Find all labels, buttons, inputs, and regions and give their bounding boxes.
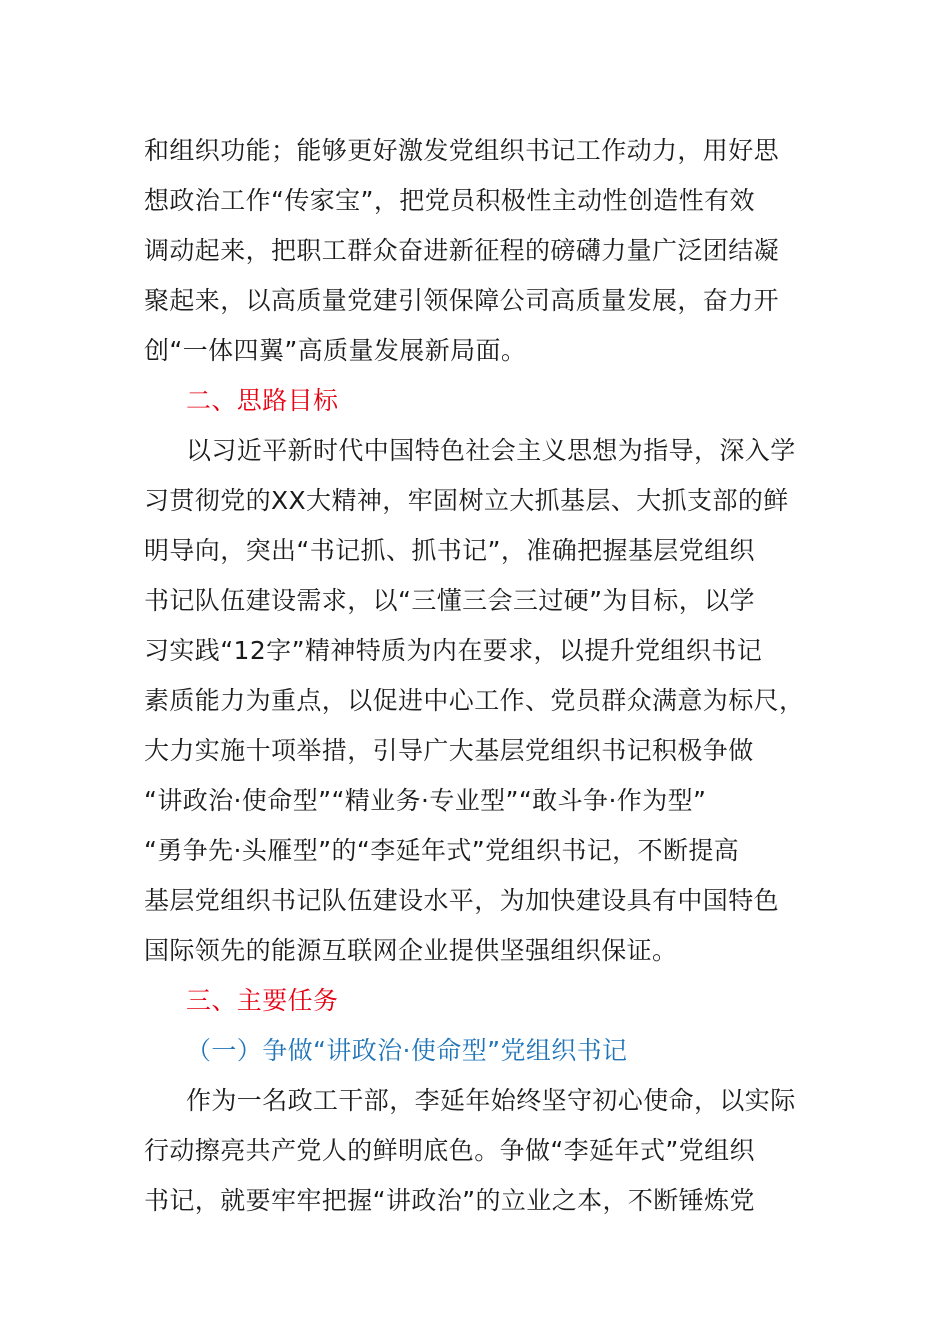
text-line: 书记，就要牢牢把握“讲政治”的立业之本，不断锤炼党 bbox=[144, 1186, 755, 1215]
text-line: 和组织功能；能够更好激发党组织书记工作动力，用好思 bbox=[144, 136, 780, 165]
document-body bbox=[144, 126, 808, 1226]
text-line: 创“一体四翼”高质量发展新局面。 bbox=[144, 336, 527, 365]
text-line: 国际领先的能源互联网企业提供坚强组织保证。 bbox=[144, 936, 678, 965]
text-line: 大力实施十项举措，引导广大基层党组织书记积极争做 bbox=[144, 736, 754, 765]
text-line: 调动起来，把职工群众奋进新征程的磅礴力量广泛团结凝 bbox=[144, 236, 780, 265]
text-line: 作为一名政工干部，李延年始终坚守初心使命，以实际 bbox=[186, 1086, 796, 1115]
paragraph-task-1 bbox=[144, 1076, 808, 1226]
text-line: 以习近平新时代中国特色社会主义思想为指导，深入学 bbox=[186, 436, 796, 465]
text-line: 行动擦亮共产党人的鲜明底色。争做“李延年式”党组织 bbox=[144, 1136, 755, 1165]
text-line: 聚起来，以高质量党建引领保障公司高质量发展，奋力开 bbox=[144, 286, 780, 315]
text-line: 素质能力为重点，以促进中心工作、党员群众满意为标尺， bbox=[144, 686, 805, 715]
text-line: 习贯彻党的XX大精神，牢固树立大抓基层、大抓支部的鲜 bbox=[144, 486, 789, 515]
section-heading-goals: 二、思路目标 bbox=[186, 386, 339, 415]
text-line: 书记队伍建设需求，以“三懂三会三过硬”为目标，以学 bbox=[144, 586, 755, 615]
paragraph-intro bbox=[144, 126, 808, 376]
subsection-heading-task-1: （一）争做“讲政治·使命型”党组织书记 bbox=[186, 1036, 628, 1065]
text-line: “讲政治·使命型”“精业务·专业型”“敢斗争·作为型” bbox=[144, 786, 707, 815]
text-line: 习实践“12字”精神特质为内在要求，以提升党组织书记 bbox=[144, 636, 763, 665]
section-heading-tasks: 三、主要任务 bbox=[186, 986, 339, 1015]
text-line: 想政治工作“传家宝”，把党员积极性主动性创造性有效 bbox=[144, 186, 755, 215]
text-line: “勇争先·头雁型”的“李延年式”党组织书记，不断提高 bbox=[144, 836, 740, 865]
paragraph-goals bbox=[144, 426, 808, 976]
text-line: 明导向，突出“书记抓、抓书记”，准确把握基层党组织 bbox=[144, 536, 755, 565]
text-line: 基层党组织书记队伍建设水平，为加快建设具有中国特色 bbox=[144, 886, 780, 915]
